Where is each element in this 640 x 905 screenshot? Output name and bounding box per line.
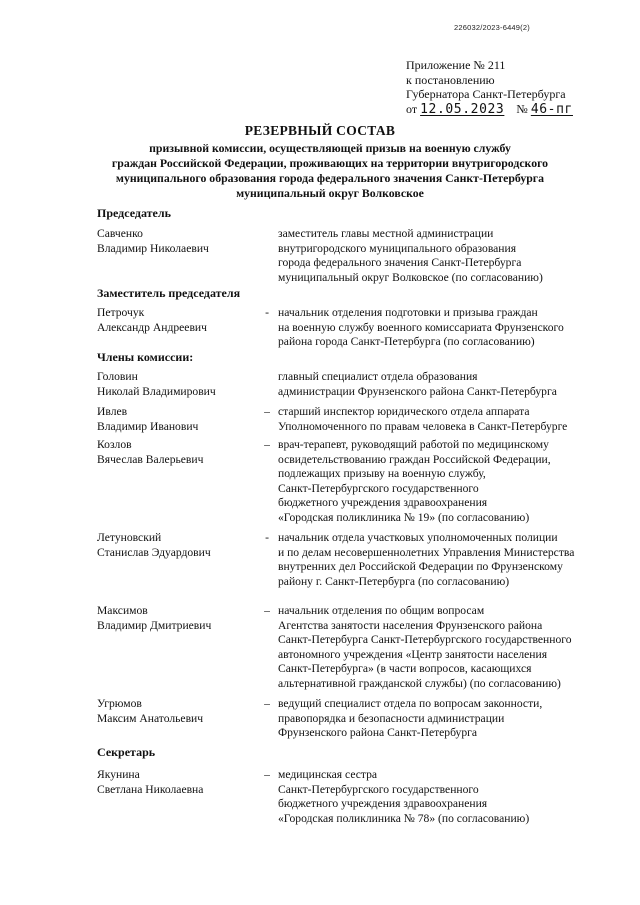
- subtitle-line: граждан Российской Федерации, проживающих на территории внутригородского: [111, 156, 549, 170]
- member-dash: -: [265, 531, 269, 544]
- member-position: [278, 227, 620, 285]
- member-position: [278, 370, 620, 399]
- subtitle-line: муниципальный округ Волковское: [236, 186, 424, 200]
- position-line: бюджетного учреждения здравоохранения: [278, 496, 488, 510]
- appendix-issuer: Губернатора Санкт-Петербурга: [406, 87, 566, 101]
- member-position: [278, 768, 620, 826]
- position-line: району г. Санкт-Петербурга (по согласованию): [278, 574, 510, 588]
- member-name: [97, 227, 257, 256]
- member-dash: –: [264, 604, 270, 617]
- position-line: начальник отделения подготовки и призыва граждан: [278, 306, 538, 319]
- member-name: [97, 697, 257, 726]
- position-line: правопорядка и безопасности администрации: [278, 711, 505, 725]
- position-line: ведущий специалист отдела по вопросам законности,: [278, 697, 543, 710]
- member-name: [97, 306, 257, 335]
- member-surname: Якунина: [97, 768, 140, 781]
- document-id: 226032/2023-6449(2): [454, 23, 530, 32]
- section-chair: Председатель: [97, 206, 171, 220]
- subtitle-line: муниципального образования города федерального значения Санкт-Петербурга: [115, 171, 545, 185]
- position-line: бюджетного учреждения здравоохранения: [278, 797, 488, 811]
- member-dash: –: [264, 768, 270, 781]
- member-name: [97, 604, 257, 633]
- position-line: заместитель главы местной администрации: [278, 227, 494, 240]
- position-line: начальник отдела участковых уполномоченных полиции: [278, 531, 558, 544]
- position-line: автономного учреждения «Центр занятости населения: [278, 647, 548, 661]
- member-surname: Ивлев: [97, 405, 128, 418]
- position-line: медицинская сестра: [278, 768, 378, 781]
- position-line: на военную службу военного комиссариата Фрунзенского: [278, 320, 564, 334]
- position-line: «Городская поликлиника № 78» (по согласованию): [278, 811, 530, 825]
- position-line: города федерального значения Санкт-Петербурга: [278, 256, 522, 270]
- position-line: подлежащих призыву на военную службу,: [278, 467, 486, 481]
- decree-number: 46-пг: [530, 101, 573, 117]
- position-line: администрации Фрунзенского района Санкт-Петербурга: [278, 384, 557, 398]
- member-dash: –: [264, 697, 270, 710]
- position-line: Санкт-Петербургского государственного: [278, 481, 479, 495]
- member-dash: -: [265, 306, 269, 319]
- member-given-names: Владимир Николаевич: [97, 241, 209, 255]
- position-line: Санкт-Петербурга» (в части вопросов, касающихся: [278, 662, 532, 676]
- member-given-names: Вячеслав Валерьевич: [97, 452, 204, 466]
- position-line: Агентства занятости населения Фрунзенского района: [278, 618, 543, 632]
- member-surname: Летуновский: [97, 531, 162, 544]
- member-surname: Козлов: [97, 438, 132, 451]
- position-line: «Городская поликлиника № 19» (по согласованию): [278, 510, 530, 524]
- position-line: муниципальный округ Волковское (по согласованию): [278, 270, 543, 284]
- document-title: РЕЗЕРВНЫЙ СОСТАВ: [244, 123, 396, 138]
- section-members: Члены комиссии:: [97, 350, 194, 364]
- member-name: [97, 768, 257, 797]
- position-line: Уполномоченного по правам человека в Санкт-Петербурге: [278, 419, 568, 433]
- appendix-number: Приложение № 211: [406, 58, 506, 72]
- position-line: врач-терапевт, руководящий работой по медицинскому: [278, 438, 549, 451]
- member-position: [278, 438, 620, 526]
- subtitle-line: призывной комиссии, осуществляющей призыв на военную службу: [149, 141, 511, 155]
- member-given-names: Максим Анатольевич: [97, 711, 204, 725]
- document-subtitle: [80, 141, 580, 201]
- position-line: освидетельствованию граждан Российской Федерации,: [278, 452, 551, 466]
- position-line: главный специалист отдела образования: [278, 370, 478, 383]
- member-given-names: Николай Владимирович: [97, 384, 216, 398]
- appendix-block: [406, 58, 606, 117]
- position-line: начальник отделения по общим вопросам: [278, 604, 485, 617]
- member-position: [278, 604, 620, 692]
- position-line: Фрунзенского района Санкт-Петербурга: [278, 726, 478, 740]
- member-surname: Максимов: [97, 604, 148, 617]
- appendix-reference: к постановлению: [406, 72, 495, 87]
- member-given-names: Владимир Дмитриевич: [97, 618, 212, 632]
- member-name: [97, 370, 257, 399]
- number-prefix: №: [516, 101, 528, 116]
- member-dash: –: [264, 438, 270, 451]
- member-position: [278, 306, 620, 350]
- member-given-names: Станислав Эдуардович: [97, 545, 211, 559]
- position-line: внутригородского муниципального образования: [278, 241, 517, 255]
- member-name: [97, 438, 257, 467]
- member-name: [97, 531, 257, 560]
- position-line: Санкт-Петербургского государственного: [278, 782, 479, 796]
- member-name: [97, 405, 257, 434]
- position-line: Санкт-Петербурга Санкт-Петербургского государственного: [278, 633, 572, 647]
- member-surname: Головин: [97, 370, 138, 383]
- member-given-names: Александр Андреевич: [97, 320, 207, 334]
- member-dash: –: [264, 405, 270, 418]
- member-surname: Петрочук: [97, 306, 145, 319]
- position-line: и по делам несовершеннолетних Управления Министерства: [278, 545, 575, 559]
- member-given-names: Светлана Николаевна: [97, 782, 204, 796]
- date-prefix: от: [406, 101, 418, 116]
- position-line: внутренних дел Российской Федерации по Фрунзенскому: [278, 560, 563, 574]
- member-position: [278, 531, 620, 589]
- decree-date: 12.05.2023: [420, 101, 505, 117]
- section-deputy: Заместитель председателя: [97, 286, 241, 300]
- member-position: [278, 405, 620, 434]
- appendix-date-line: [406, 102, 606, 118]
- section-secretary: Секретарь: [97, 745, 156, 759]
- member-position: [278, 697, 620, 741]
- member-given-names: Владимир Иванович: [97, 419, 199, 433]
- position-line: района города Санкт-Петербурга (по согласованию): [278, 335, 535, 349]
- position-line: альтернативной гражданской службы) (по согласованию): [278, 676, 561, 690]
- member-surname: Савченко: [97, 227, 143, 240]
- member-surname: Угрюмов: [97, 697, 142, 710]
- position-line: старший инспектор юридического отдела аппарата: [278, 405, 530, 418]
